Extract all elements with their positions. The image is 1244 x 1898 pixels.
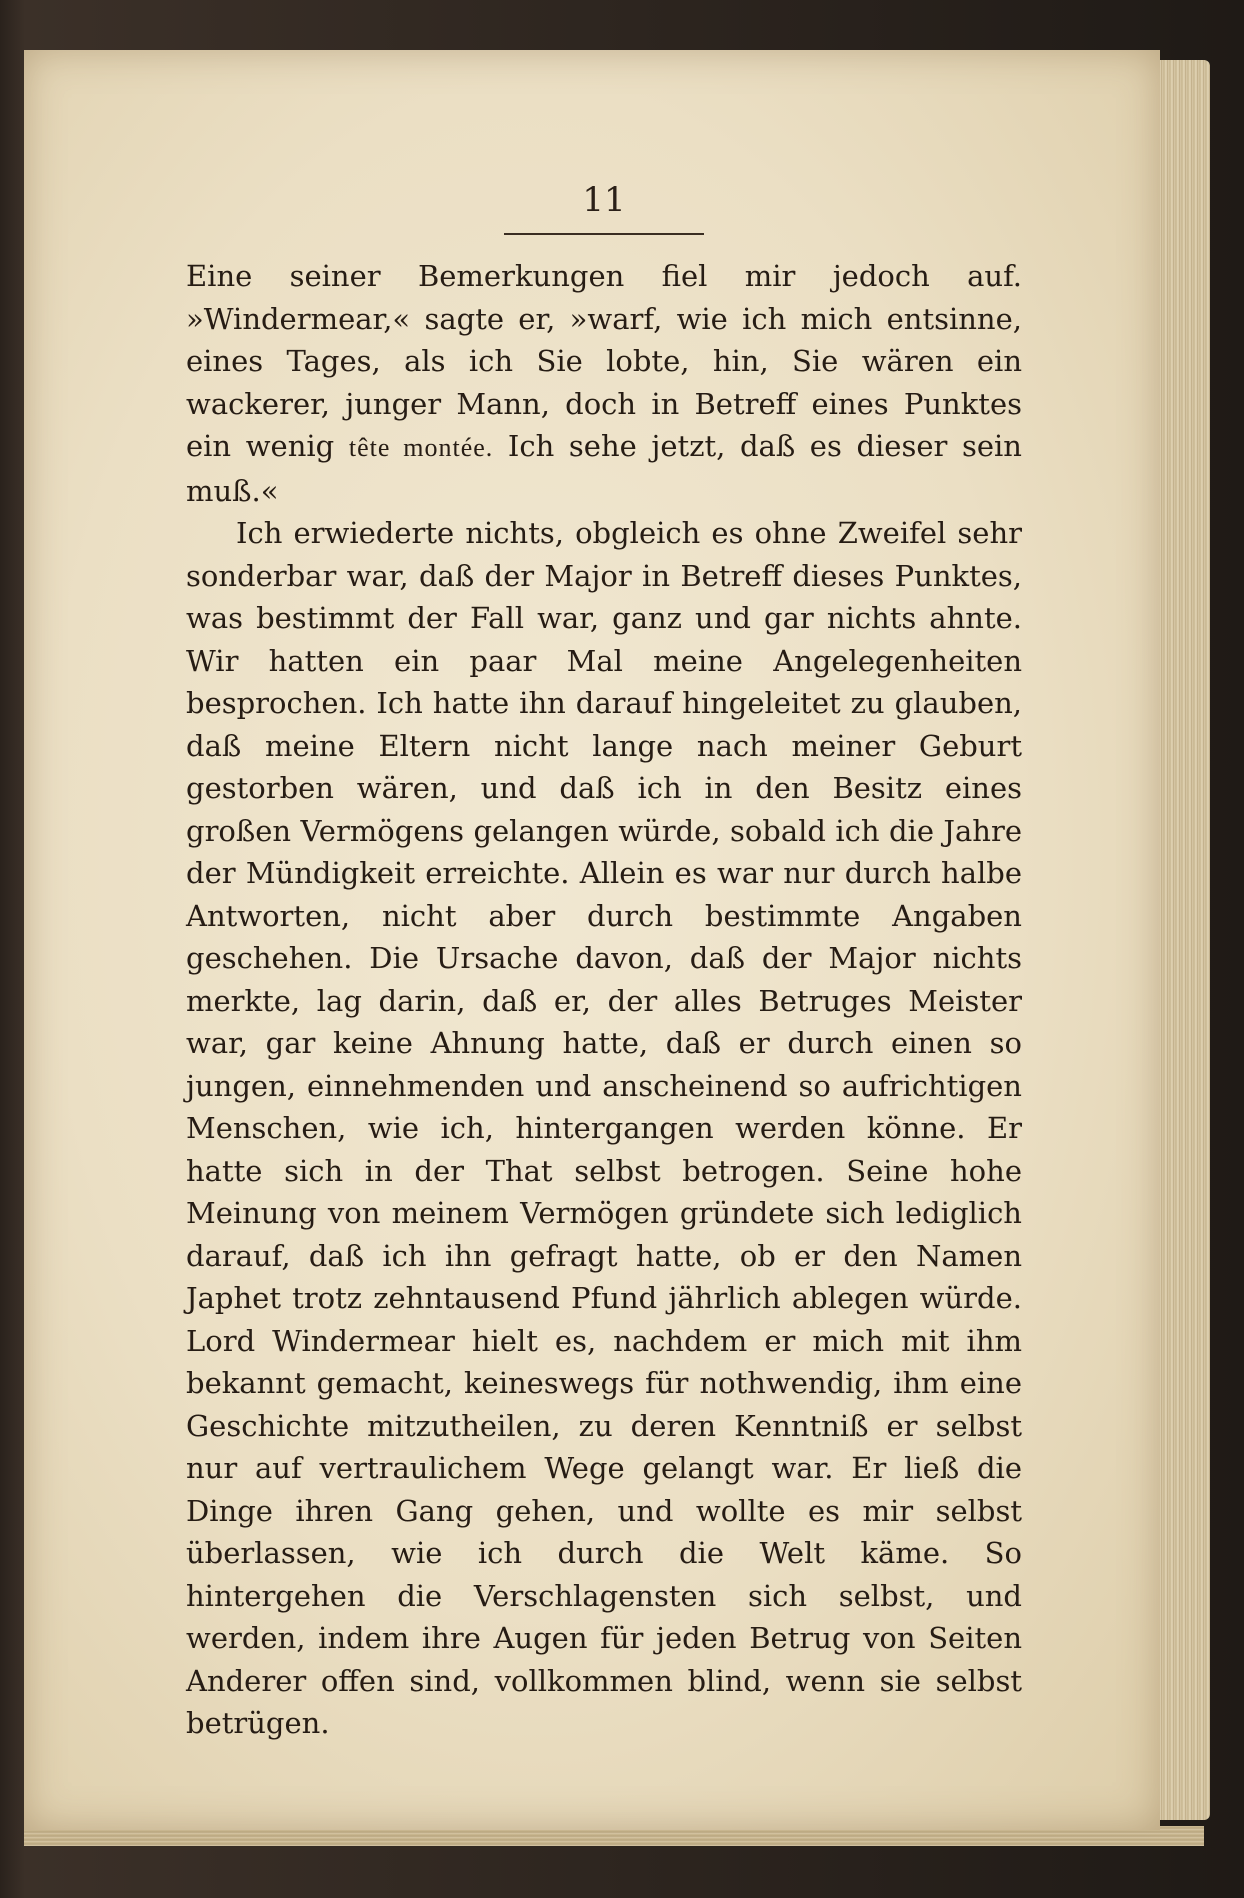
page-body bbox=[186, 255, 1022, 1745]
paragraph-1 bbox=[186, 255, 1022, 512]
latin-phrase: tête montée. bbox=[348, 433, 494, 462]
page-number: 11 bbox=[582, 180, 626, 220]
paragraph-2: Ich erwiederte nichts, obgleich es ohne Zweifel sehr sonderbar war, daß der Major in Betreff dieses Punktes, was bestimmt der Fall war, ganz und gar nichts ahnte. Wir hatten ein paar Mal meine Angelegenheiten besprochen. Ich hatte ihn darauf hingeleitet zu glauben, daß meine Eltern nicht lange nach meiner Geburt gestorben wären, und daß ich in den Besitz eines großen Vermögens gelangen würde, sobald ich die Jahre der Mündigkeit erreichte. Allein es war nur durch halbe Antworten, nicht aber durch bestimmte Angaben geschehen. Die Ursache davon, daß der Major nichts merkte, lag darin, daß er, der alles Betruges Meister war, gar keine Ahnung hatte, daß er durch einen so jungen, einnehmenden und anscheinend so aufrichtigen Menschen, wie ich, hintergangen werden könne. Er hatte sich in der That selbst betrogen. Seine hohe Meinung von meinem Vermögen gründete sich lediglich darauf, daß ich ihn gefragt hatte, ob er den Namen Japhet trotz zehntausend Pfund jährlich ablegen würde. Lord Windermear hielt es, nachdem er mich mit ihm bekannt gemacht, keineswegs für nothwendig, ihm eine Geschichte mitzutheilen, zu deren Kenntniß er selbst nur auf vertraulichem Wege gelangt war. Er ließ die Dinge ihren Gang gehen, und wollte es mir selbst überlassen, wie ich durch die Welt käme. So hintergehen die Verschlagensten sich selbst, und werden, indem ihre Augen für jeden Betrug von Seiten Anderer offen sind, vollkommen blind, wenn sie selbst betrügen. bbox=[186, 516, 1022, 1740]
paragraph-1-end: Ich sehe jetzt, daß es dieser sein muß.« bbox=[186, 429, 1022, 508]
book-page bbox=[24, 50, 1160, 1830]
paragraph-1-text: Eine seiner Bemerkungen fiel mir jedoch auf. »Windermear,« sagte er, »warf, wie ich mich entsinne, eines Tages, als ich Sie lobte, hin, Sie wären ein wackerer, junger Mann, doch in Betreff eines Punktes ein wenig bbox=[186, 259, 1022, 463]
header-rule bbox=[504, 233, 704, 235]
